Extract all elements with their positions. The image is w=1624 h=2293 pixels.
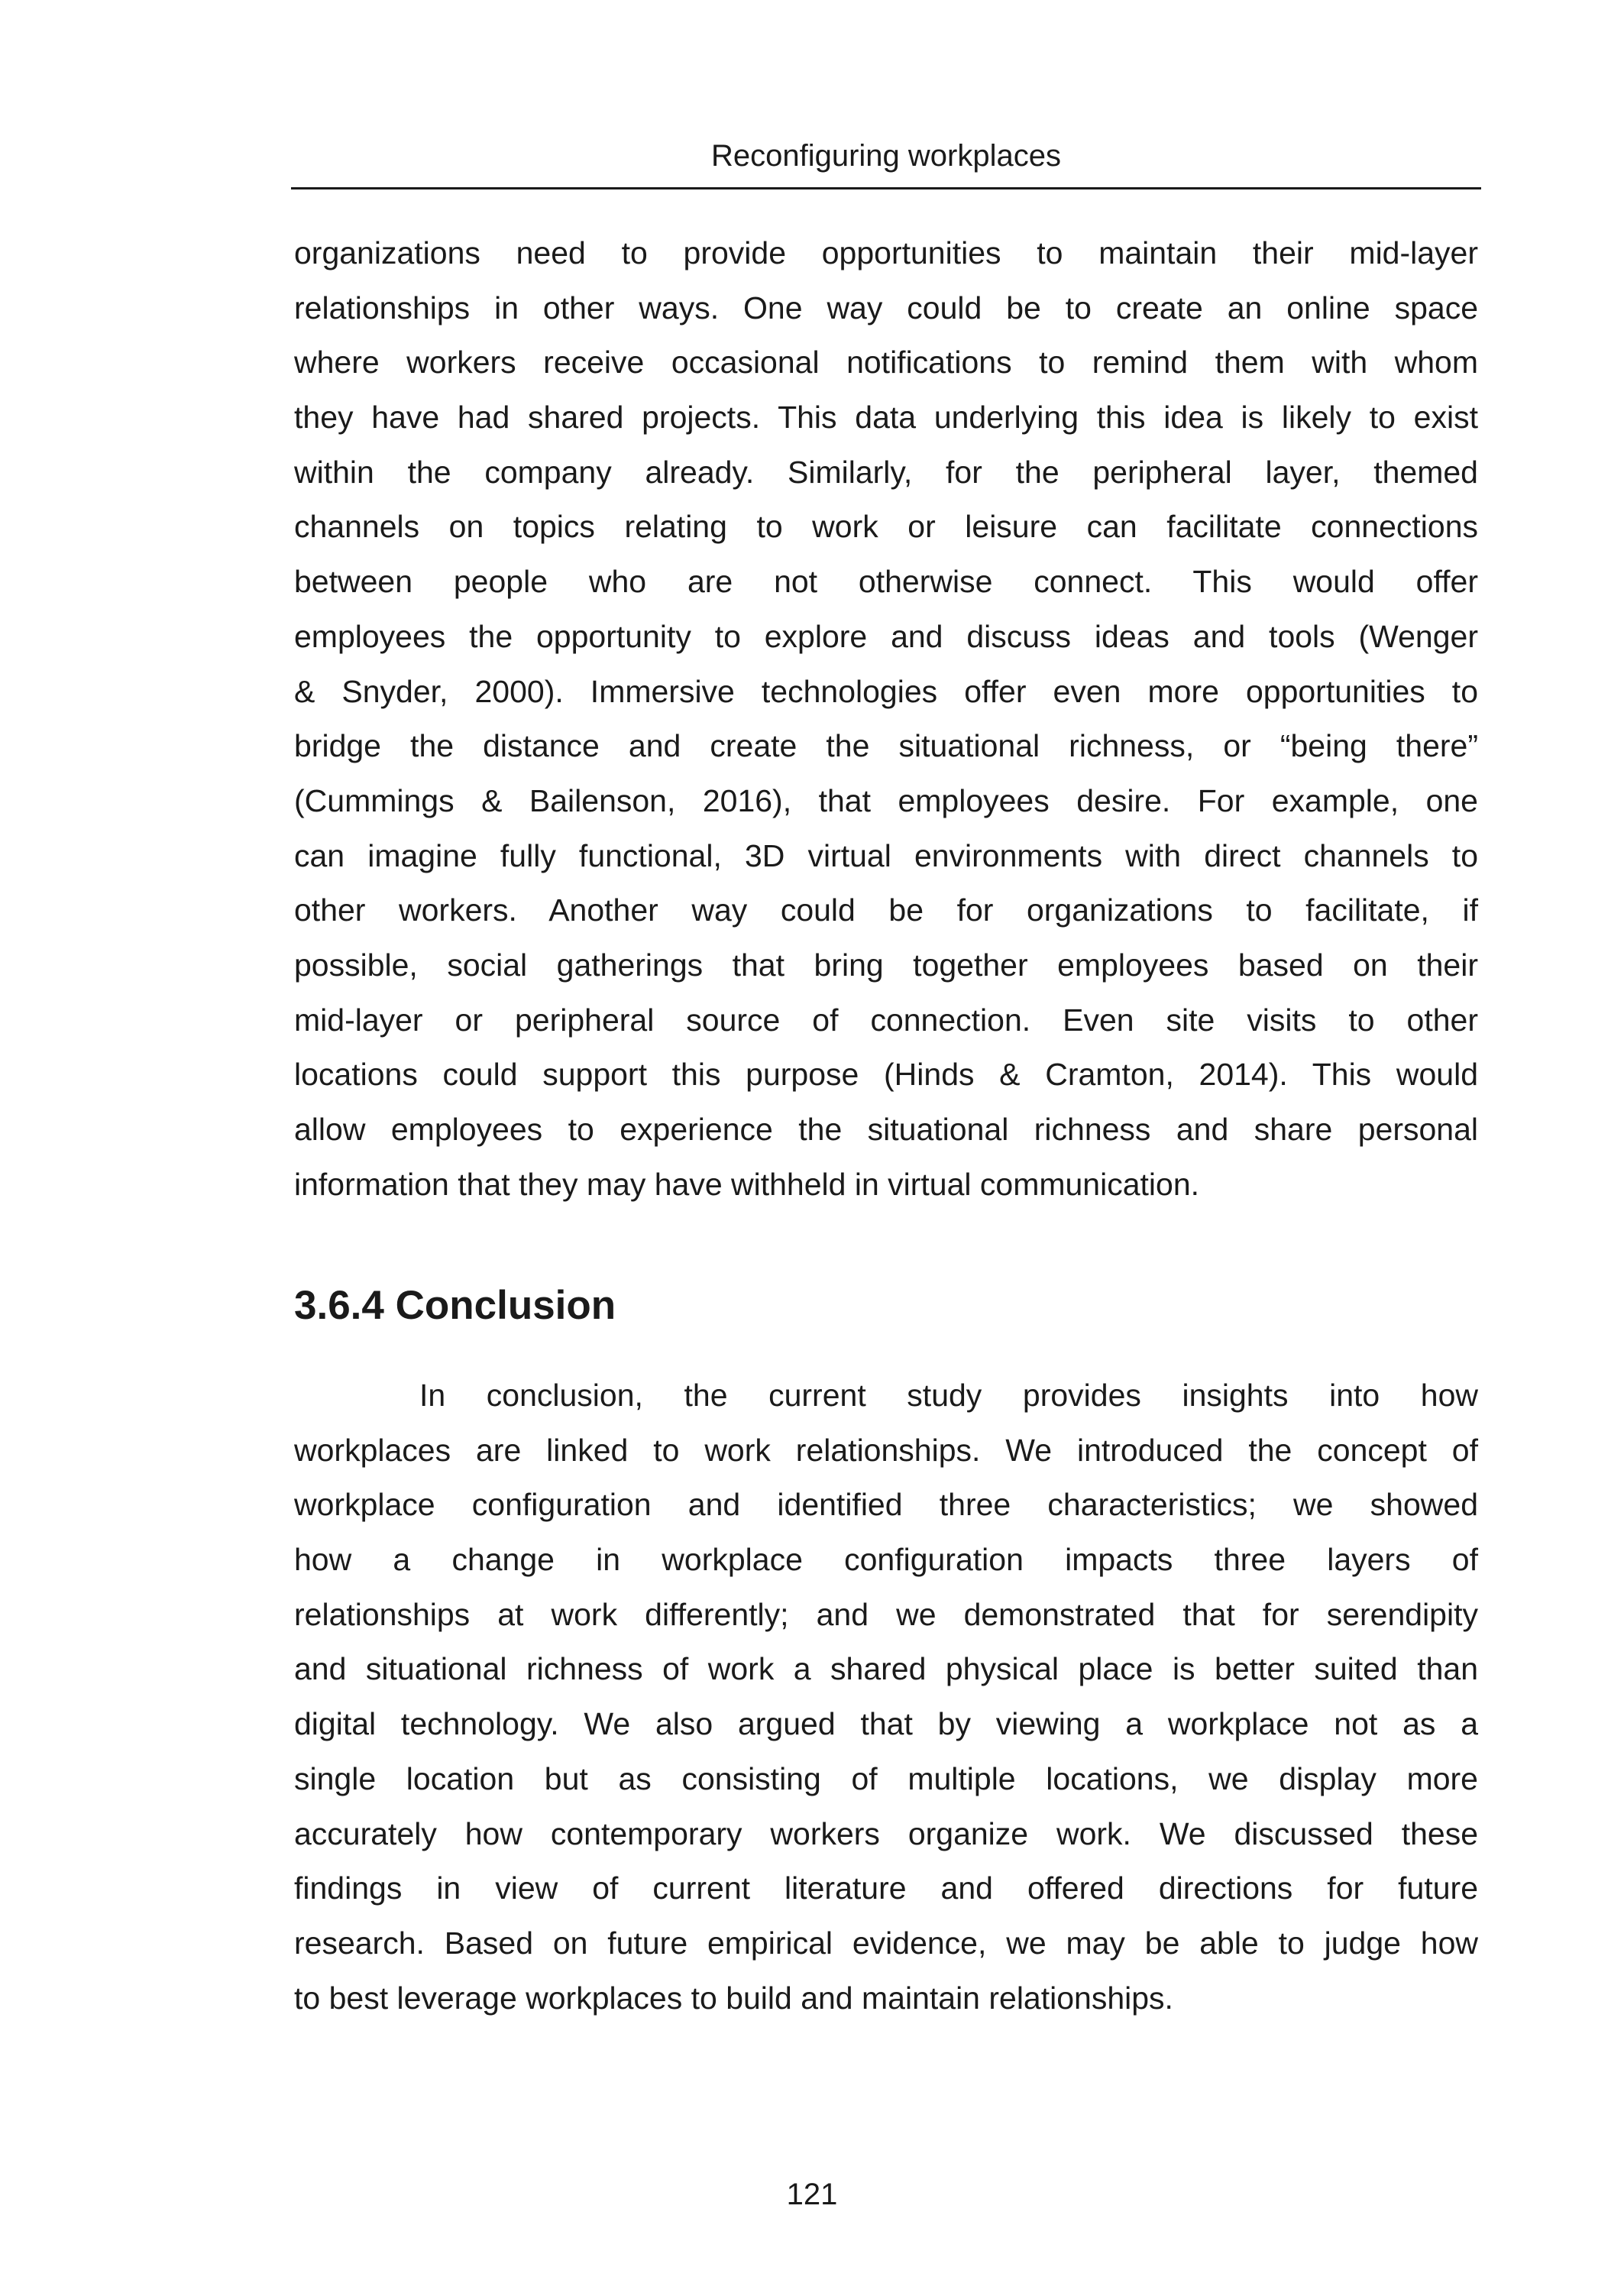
text-line: findings in view of current literature and offered directions for future (294, 1870, 1478, 1906)
text-line: employees the opportunity to explore and discuss ideas and tools (Wenger (294, 618, 1478, 654)
text-line: digital technology. We also argued that by viewing a workplace not as a (294, 1706, 1478, 1742)
running-header: Reconfiguring workplaces (710, 139, 1061, 173)
header-rule (291, 187, 1481, 189)
text-line: they have had shared projects. This data underlying this idea is likely to exist (294, 400, 1478, 436)
text-line: within the company already. Similarly, for the peripheral layer, themed (294, 454, 1478, 490)
text-line: workplace configuration and identified three characteristics; we showed (294, 1487, 1478, 1523)
text-line: & Snyder, 2000). Immersive technologies offer even more opportunities to (294, 673, 1478, 709)
text-line: to best leverage workplaces to build and maintain relationships. (294, 1980, 1173, 2016)
text-line: relationships in other ways. One way could be to create an online space (294, 290, 1478, 325)
text-line: locations could support this purpose (Hinds & Cramton, 2014). This would (294, 1057, 1478, 1093)
text-line: accurately how contemporary workers organize work. We discussed these (294, 1815, 1478, 1851)
text-line: possible, social gatherings that bring together employees based on their (294, 947, 1478, 983)
text-line: allow employees to experience the situational richness and share personal (294, 1112, 1478, 1147)
section-heading: 3.6.4 Conclusion (294, 1283, 616, 1328)
text-line: In conclusion, the current study provides insights into how (419, 1378, 1478, 1413)
body-paragraph-1 (294, 226, 1478, 1212)
text-line: mid-layer or peripheral source of connection. Even site visits to other (294, 1002, 1478, 1038)
text-line: and situational richness of work a shared physical place is better suited than (294, 1651, 1478, 1687)
page-number: 121 (786, 2178, 838, 2211)
text-line: channels on topics relating to work or leisure can facilitate connections (294, 509, 1478, 545)
text-line: information that they may have withheld in virtual communication. (294, 1166, 1200, 1202)
text-line: how a change in workplace configuration impacts three layers of (294, 1542, 1478, 1578)
text-line: relationships at work differently; and we demonstrated that for serendipity (294, 1596, 1478, 1632)
text-line: where workers receive occasional notifications to remind them with whom (294, 345, 1478, 381)
text-line: bridge the distance and create the situational richness, or “being there” (294, 728, 1478, 764)
body-paragraph-2 (294, 1368, 1478, 2026)
text-line: between people who are not otherwise connect. This would offer (294, 564, 1478, 600)
text-line: organizations need to provide opportunities to maintain their mid-layer (294, 235, 1478, 270)
text-line: other workers. Another way could be for organizations to facilitate, if (294, 892, 1478, 928)
text-line: (Cummings & Bailenson, 2016), that employees desire. For example, one (294, 782, 1478, 818)
text-line: single location but as consisting of multiple locations, we display more (294, 1760, 1478, 1796)
text-line: workplaces are linked to work relationships. We introduced the concept of (294, 1432, 1478, 1468)
text-line: research. Based on future empirical evidence, we may be able to judge how (294, 1925, 1478, 1961)
text-line: can imagine fully functional, 3D virtual environments with direct channels to (294, 837, 1478, 873)
